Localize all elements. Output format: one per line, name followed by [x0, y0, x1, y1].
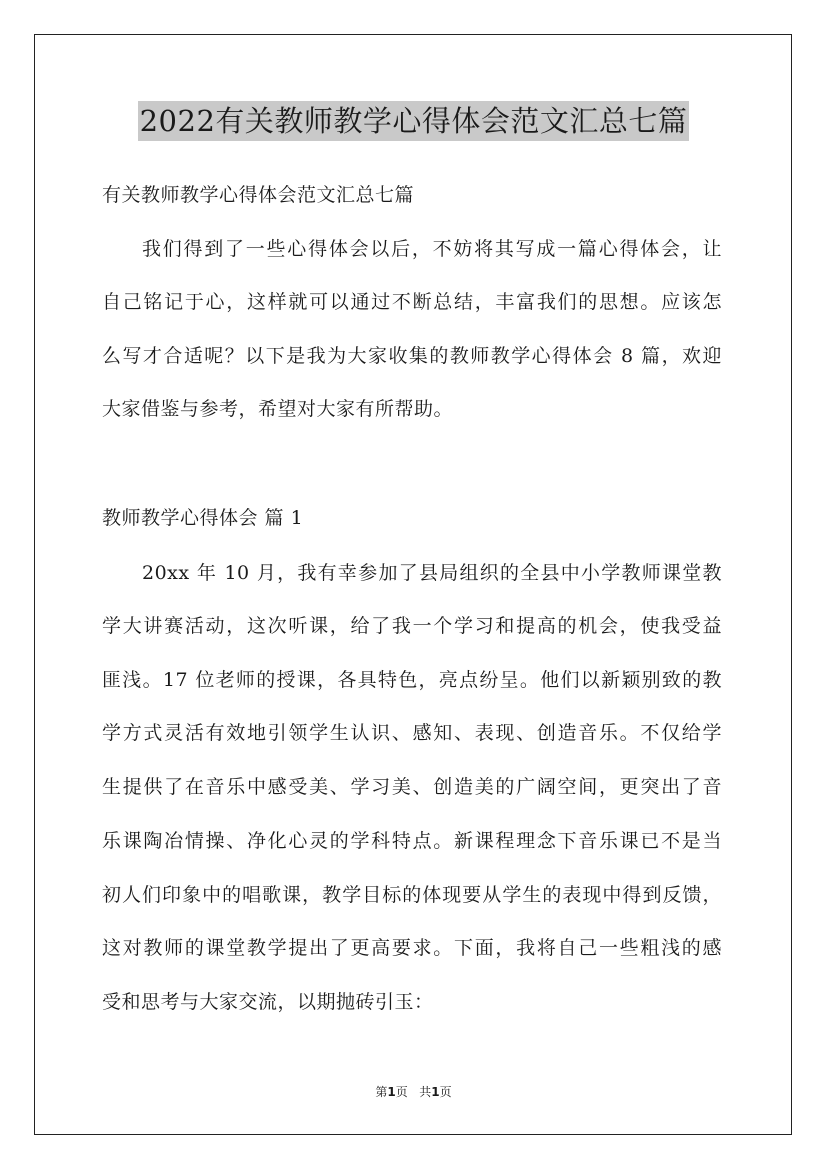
- document-title: 2022有关教师教学心得体会范文汇总七篇: [138, 101, 690, 141]
- section-line: 初人们印象中的唱歌课，教学目标的体现要从学生的表现中得到反馈，: [102, 884, 722, 906]
- intro-line: 自己铭记于心，这样就可以通过不断总结，丰富我们的思想。应该怎: [102, 291, 722, 313]
- section-line: 匪浅。17 位老师的授课，各具特色，亮点纷呈。他们以新颖别致的教: [102, 669, 722, 691]
- section-heading: 教师教学心得体会 篇 1: [102, 507, 304, 529]
- page-footer: [0, 1084, 827, 1100]
- section-line: 20xx 年 10 月，我有幸参加了县局组织的全县中小学教师课堂教: [142, 562, 722, 584]
- total-pages: 1: [431, 1085, 440, 1099]
- intro-line: 么写才合适呢？以下是我为大家收集的教师教学心得体会 8 篇，欢迎: [102, 345, 722, 367]
- section-line: 学大讲赛活动，这次听课，给了我一个学习和提高的机会，使我受益: [102, 615, 722, 637]
- section-line: 学方式灵活有效地引领学生认识、感知、表现、创造音乐。不仅给学: [102, 722, 722, 744]
- page-number: 1: [387, 1085, 396, 1099]
- section-line: 乐课陶冶情操、净化心灵的学科特点。新课程理念下音乐课已不是当: [102, 830, 722, 852]
- intro-line: 我们得到了一些心得体会以后，不妨将其写成一篇心得体会，让: [142, 238, 722, 260]
- intro-line: 大家借鉴与参考，希望对大家有所帮助。: [102, 398, 454, 420]
- section-line: 受和思考与大家交流，以期抛砖引玉：: [102, 991, 434, 1013]
- document-subtitle: 有关教师教学心得体会范文汇总七篇: [102, 184, 415, 206]
- page-label-suffix: 页: [395, 1085, 408, 1099]
- title-container: [0, 101, 827, 141]
- section-line: 这对教师的课堂教学提出了更高要求。下面，我将自己一些粗浅的感: [102, 937, 722, 959]
- total-label-prefix: 共: [419, 1085, 432, 1099]
- total-label-suffix: 页: [439, 1085, 452, 1099]
- section-line: 生提供了在音乐中感受美、学习美、创造美的广阔空间，更突出了音: [102, 776, 722, 798]
- page-label-prefix: 第: [375, 1085, 388, 1099]
